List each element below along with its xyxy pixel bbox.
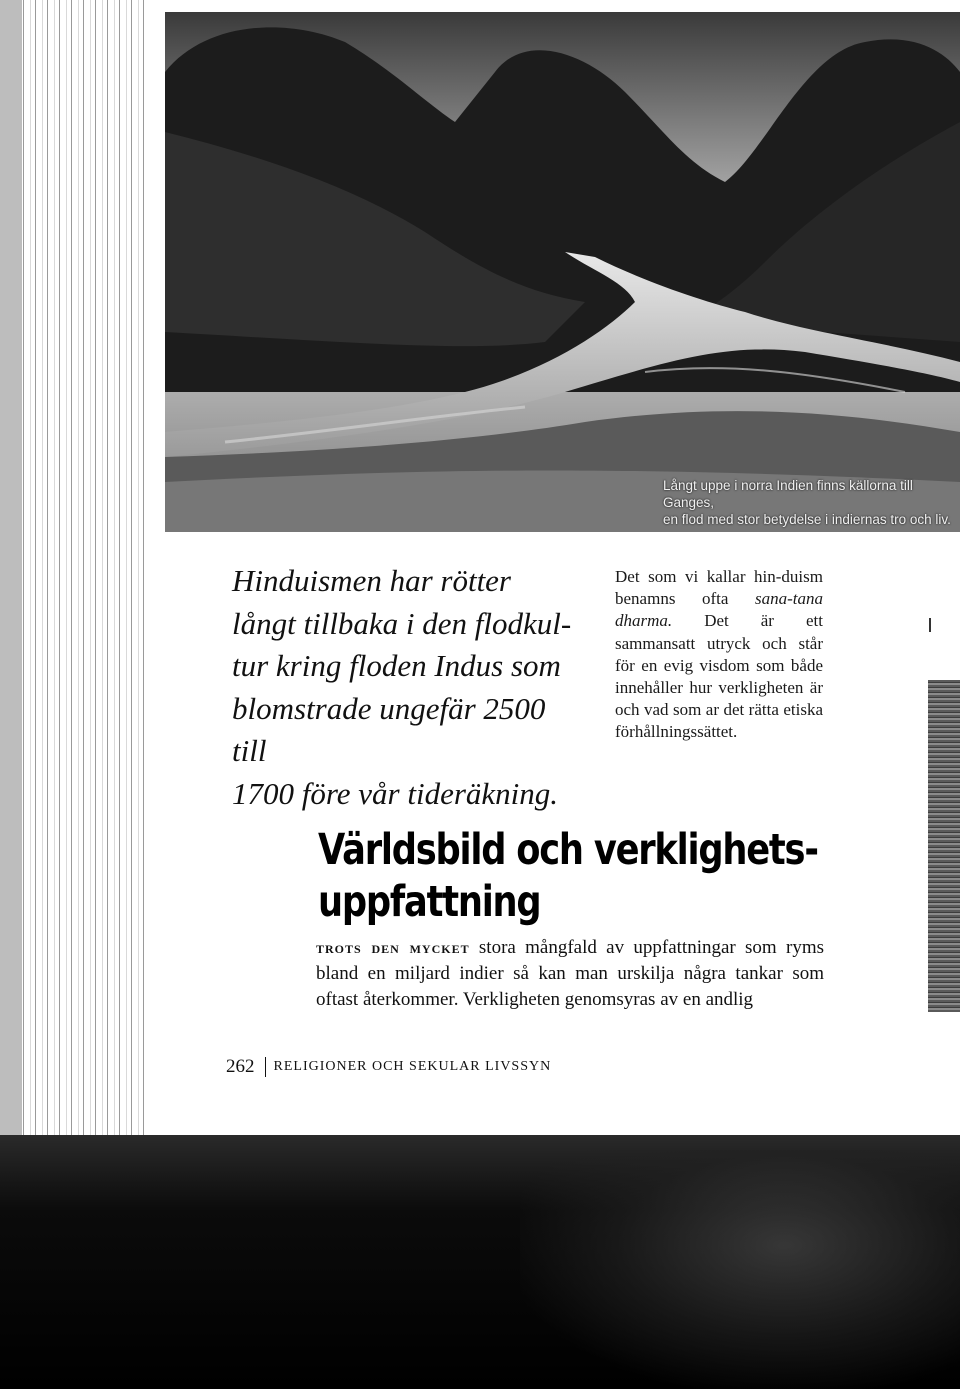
section-heading-line-1: Världsbild och verklighets- <box>318 825 818 875</box>
river-valley-photo <box>165 12 960 532</box>
footer-divider <box>265 1057 266 1077</box>
facing-page-mark <box>929 618 931 632</box>
lead-in: trots den mycket <box>316 938 470 957</box>
pull-quote-line-2: långt tillbaka i den flodkul- <box>232 605 572 641</box>
pull-quote <box>232 560 582 815</box>
side-paragraph <box>615 566 823 744</box>
body-paragraph <box>316 935 824 1013</box>
side-paragraph-term: sana-tana dharma. <box>615 589 823 631</box>
pull-quote-line-4: blomstrade ungefär 2500 till <box>232 690 546 768</box>
photo-illustration <box>165 12 960 532</box>
pull-quote-line-3: tur kring floden Indus som <box>232 648 561 683</box>
scan-top-edge <box>150 0 960 12</box>
caption-line-2: en flod med stor betydelse i indiernas tro och liv. <box>663 512 951 527</box>
side-paragraph-part-1: Det som vi kallar hin-duism benamns ofta <box>615 567 823 609</box>
body-text: stora mångfald av uppfattningar som ryms bland en miljard indier så kan man urskilja några tankar som oftast återkommer. Verkligheten genomsyras av en andlig <box>316 937 824 1010</box>
section-heading-line-2: uppfattning <box>318 877 541 927</box>
scan-bottom-grain <box>520 1150 960 1389</box>
running-head: RELIGIONER OCH SEKULAR LIVSSYN <box>273 1059 552 1074</box>
pull-quote-line-5: 1700 före vår tideräkning. <box>232 775 559 811</box>
photo-caption <box>663 477 953 528</box>
pull-quote-line-1: Hinduismen har rötter <box>232 563 511 598</box>
facing-page-edge <box>928 680 960 1012</box>
section-heading <box>318 824 843 928</box>
page-number: 262 <box>226 1056 255 1077</box>
side-paragraph-part-2: Det är ett sammansatt utryck och står för en evig visdom som både innehåller hur verkligheten är och vad som ar det rätta etiska förhållningssättet. <box>615 611 823 742</box>
page-footer <box>226 1056 626 1078</box>
caption-line-1: Långt uppe i norra Indien finns källorna till Ganges, <box>663 478 913 510</box>
